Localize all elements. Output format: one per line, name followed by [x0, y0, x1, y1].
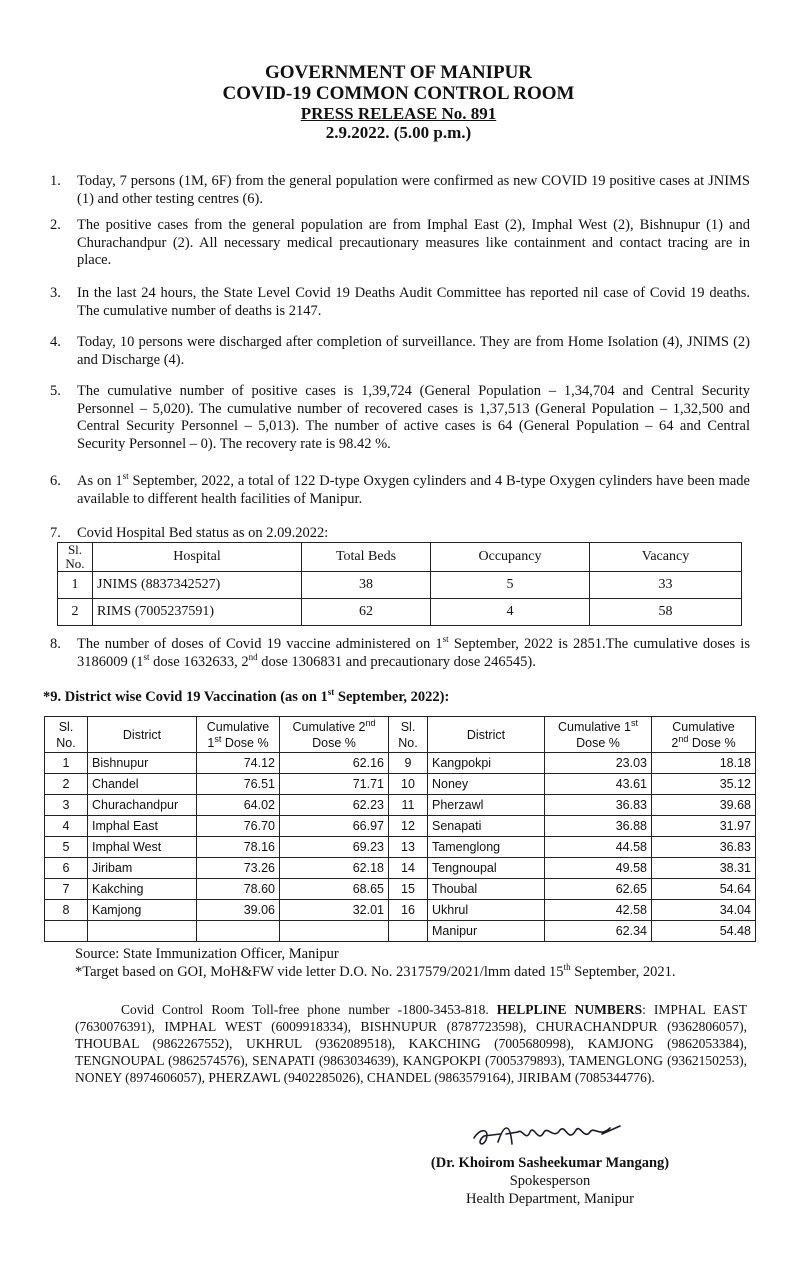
header-sl-2: Sl. No.: [389, 717, 428, 753]
dose2-cell: 38.31: [652, 858, 756, 879]
dose2-cell: 66.97: [280, 816, 389, 837]
district-cell: Thoubal: [428, 879, 545, 900]
district-cell: Jiribam: [88, 858, 197, 879]
district-cell: Kamjong: [88, 900, 197, 921]
table-row: [45, 900, 756, 921]
item-9-heading: *9. District wise Covid 19 Vaccination (as on 1st September, 2022):: [43, 687, 450, 705]
table-row: [45, 837, 756, 858]
dose1-cell: 42.58: [545, 900, 652, 921]
state-total-label: Manipur: [428, 921, 545, 942]
target-note: *Target based on GOI, MoH&FW vide letter D.O. No. 2317579/2021/lmm dated 15th September, 2021.: [75, 962, 676, 980]
district-cell: Tamenglong: [428, 837, 545, 858]
district-cell: Tengnoupal: [428, 858, 545, 879]
table-row: 1 JNIMS (8837342527) 38 5 33: [58, 572, 742, 599]
district-cell: Noney: [428, 774, 545, 795]
dose2-cell: 18.18: [652, 753, 756, 774]
dose1-cell: 64.02: [197, 795, 280, 816]
govt-title: GOVERNMENT OF MANIPUR: [264, 62, 533, 83]
district-cell: Senapati: [428, 816, 545, 837]
item-3: [50, 285, 750, 320]
header-sl: Sl. No.: [58, 543, 93, 572]
dose2-cell: 62.18: [280, 858, 389, 879]
table-header-row: [45, 717, 756, 753]
dose2-cell: 34.04: [652, 900, 756, 921]
sl-cell: 9: [389, 753, 428, 774]
header-occupancy: Occupancy: [431, 543, 590, 572]
sl-cell: 7: [45, 879, 88, 900]
district-cell: Imphal East: [88, 816, 197, 837]
item-7: [50, 525, 750, 543]
state-total-dose1: 62.34: [545, 921, 652, 942]
sl-cell: 5: [45, 837, 88, 858]
header-district-2: District: [428, 717, 545, 753]
dose1-cell: 78.16: [197, 837, 280, 858]
district-cell: Imphal West: [88, 837, 197, 858]
dose2-cell: 68.65: [280, 879, 389, 900]
dose2-cell: 71.71: [280, 774, 389, 795]
header-total-beds: Total Beds: [302, 543, 431, 572]
item-number: 4.: [50, 334, 61, 350]
signatory-block: [420, 1154, 680, 1208]
district-cell: Kangpokpi: [428, 753, 545, 774]
sl-cell: 15: [389, 879, 428, 900]
table-row: 2 RIMS (7005237591) 62 4 58: [58, 599, 742, 626]
table-row: [45, 795, 756, 816]
release-date: 2.9.2022. (5.00 p.m.): [325, 123, 472, 142]
dose1-cell: 49.58: [545, 858, 652, 879]
source-note: Source: State Immunization Officer, Manipur: [75, 946, 339, 962]
control-room-title: COVID-19 COMMON CONTROL ROOM: [222, 83, 575, 104]
dose1-cell: 74.12: [197, 753, 280, 774]
item-text: Covid Hospital Bed status as on 2.09.2022:: [77, 525, 329, 541]
sl-cell: 1: [45, 753, 88, 774]
item-text: As on 1st September, 2022, a total of 122 D-type Oxygen cylinders and 4 B-type Oxygen cylinders have been made available to different health facilities of Manipur.: [77, 471, 750, 507]
helpline-contacts: Covid Control Room Toll-free phone number -1800-3453-818. HELPLINE NUMBERS: IMPHAL EAST (7630076391), IMPHAL WEST (6009918334), BISHNUPUR (8787723598), CHURACHANDPUR (9362806057), THOUBAL (9862267552), UKHRUL (9362089518), KAKCHING (7005680998), KAMJONG (9862053384), TENGNOUPAL (9862574576), SENAPATI (9863034639), KANGPOKPI (7005379893), TAMENGLONG (9362150253), NONEY (8974606057), PHERZAWL (9402285026), CHANDEL (9863579164), JIRIBAM (7085344776).: [75, 1002, 747, 1085]
header-cum1: Cumulative 1st Dose %: [197, 717, 280, 753]
item-number: 2.: [50, 217, 61, 233]
dose1-cell: 73.26: [197, 858, 280, 879]
sl-cell: 14: [389, 858, 428, 879]
sl-cell: 8: [45, 900, 88, 921]
header-district: District: [88, 717, 197, 753]
table-row: [45, 753, 756, 774]
header-cum2: Cumulative 2nd Dose %: [280, 717, 389, 753]
item-6: [50, 473, 750, 508]
dose1-cell: 36.83: [545, 795, 652, 816]
dose1-cell: 39.06: [197, 900, 280, 921]
dose1-cell: 76.51: [197, 774, 280, 795]
header-sl: Sl. No.: [45, 717, 88, 753]
dose2-cell: 39.68: [652, 795, 756, 816]
header-hospital: Hospital: [93, 543, 302, 572]
district-cell: Churachandpur: [88, 795, 197, 816]
item-5: [50, 383, 750, 453]
item-2: [50, 217, 750, 270]
vaccination-table: [44, 716, 756, 942]
district-cell: Bishnupur: [88, 753, 197, 774]
sl-cell: 2: [45, 774, 88, 795]
signatory-role: Spokesperson: [509, 1173, 591, 1189]
district-cell: Kakching: [88, 879, 197, 900]
sl-cell: 11: [389, 795, 428, 816]
dose2-cell: 62.16: [280, 753, 389, 774]
item-text: Today, 10 persons were discharged after completion of surveillance. They are from Home Isolation (4), JNIMS (2) and Discharge (4).: [77, 334, 750, 368]
total-row: [45, 921, 756, 942]
hospital-bed-table: [57, 542, 742, 626]
signature: [470, 1118, 630, 1152]
item-number: 7.: [50, 525, 61, 541]
table-row: [45, 879, 756, 900]
dose2-cell: 35.12: [652, 774, 756, 795]
dose2-cell: 62.23: [280, 795, 389, 816]
signatory-dept: Health Department, Manipur: [466, 1191, 634, 1207]
item-text: Today, 7 persons (1M, 6F) from the general population were confirmed as new COVID 19 positive cases at JNIMS (1) and other testing centres (6).: [77, 173, 750, 207]
item-4: [50, 334, 750, 369]
item-number: 6.: [50, 473, 61, 489]
table-row: [45, 858, 756, 879]
item-text: The positive cases from the general population are from Imphal East (2), Imphal West (2), Bishnupur (1) and Churachandpur (2). All necessary medical precautionary measures like containment and contact tracing are in place.: [77, 217, 750, 268]
dose1-cell: 44.58: [545, 837, 652, 858]
district-cell: Pherzawl: [428, 795, 545, 816]
sl-cell: 12: [389, 816, 428, 837]
sl-cell: 4: [45, 816, 88, 837]
item-text: The number of doses of Covid 19 vaccine administered on 1st September, 2022 is 2851.The cumulative doses is 3186009 (1st dose 1632633, 2nd dose 1306831 and precautionary dose 246545).: [77, 634, 750, 670]
dose1-cell: 62.65: [545, 879, 652, 900]
document-header: [0, 62, 797, 142]
item-number: 8.: [50, 636, 61, 652]
sl-cell: 13: [389, 837, 428, 858]
header-cum1-2: Cumulative 1st Dose %: [545, 717, 652, 753]
district-cell: Chandel: [88, 774, 197, 795]
dose2-cell: 31.97: [652, 816, 756, 837]
sl-cell: 10: [389, 774, 428, 795]
dose1-cell: 76.70: [197, 816, 280, 837]
header-vacancy: Vacancy: [590, 543, 742, 572]
table-header-row: [58, 543, 742, 572]
item-1: [50, 173, 750, 208]
dose2-cell: 69.23: [280, 837, 389, 858]
dose2-cell: 36.83: [652, 837, 756, 858]
sl-cell: 16: [389, 900, 428, 921]
press-release-number: PRESS RELEASE No. 891: [300, 104, 497, 123]
item-number: 3.: [50, 285, 61, 301]
item-8: [50, 636, 750, 671]
dose1-cell: 43.61: [545, 774, 652, 795]
dose1-cell: 23.03: [545, 753, 652, 774]
header-cum2-2: Cumulative 2nd Dose %: [652, 717, 756, 753]
table-row: [45, 774, 756, 795]
item-number: 1.: [50, 173, 61, 189]
table-row: [45, 816, 756, 837]
dose2-cell: 54.64: [652, 879, 756, 900]
sl-cell: 6: [45, 858, 88, 879]
sl-cell: 3: [45, 795, 88, 816]
item-text: The cumulative number of positive cases is 1,39,724 (General Population – 1,34,704 and Central Security Personnel – 5,020). The cumulative number of recovered cases is 1,37,513 (General Population – 1,32,500 and Central Security Personnel – 5,013). The number of active cases is 64 (General Population – 64 and Central Security Personnel – 0). The recovery rate is 98.42 %.: [77, 383, 750, 452]
item-number: 5.: [50, 383, 61, 399]
district-cell: Ukhrul: [428, 900, 545, 921]
state-total-dose2: 54.48: [652, 921, 756, 942]
signatory-name: (Dr. Khoirom Sasheekumar Mangang): [430, 1155, 670, 1171]
dose1-cell: 78.60: [197, 879, 280, 900]
dose2-cell: 32.01: [280, 900, 389, 921]
item-text: In the last 24 hours, the State Level Covid 19 Deaths Audit Committee has reported nil case of Covid 19 deaths. The cumulative number of deaths is 2147.: [77, 285, 750, 319]
dose1-cell: 36.88: [545, 816, 652, 837]
